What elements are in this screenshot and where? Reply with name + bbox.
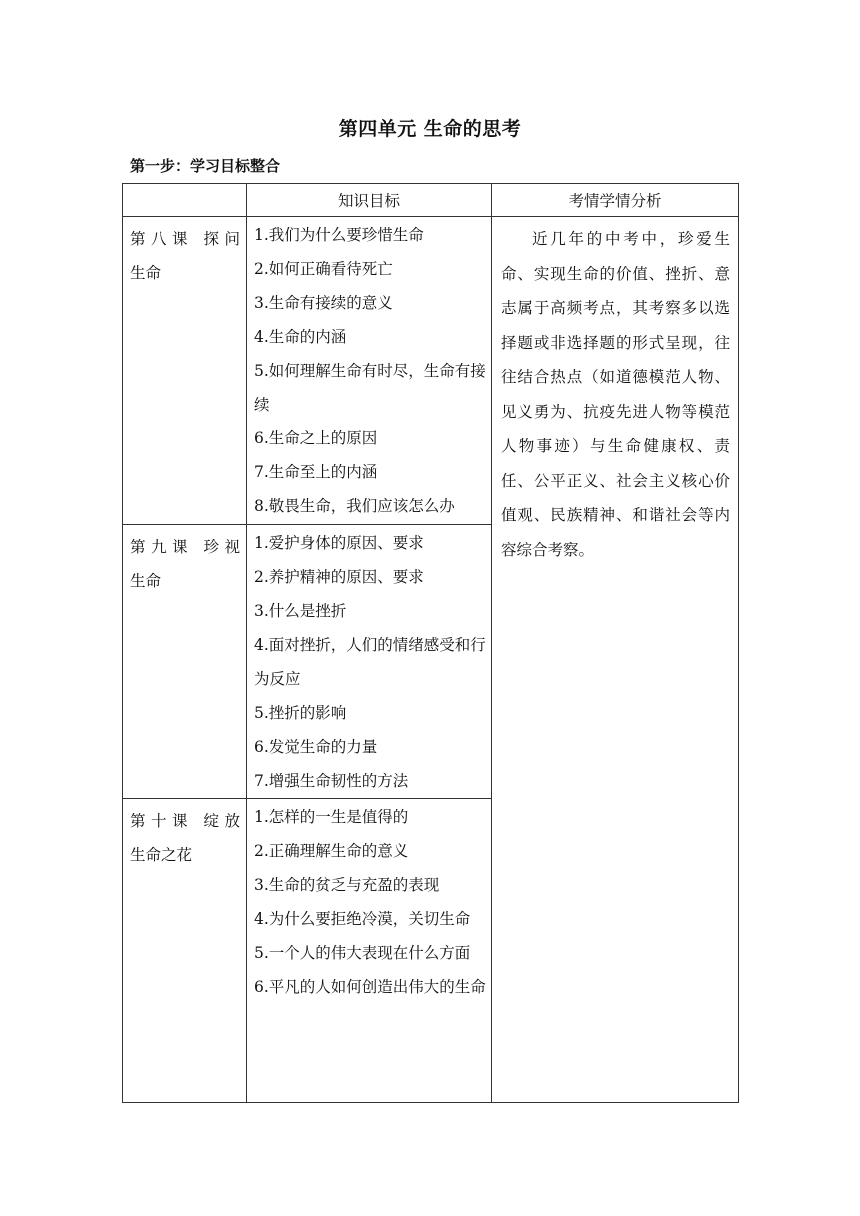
header-cell-blank [123, 184, 247, 217]
goal-item: 4.生命的内涵 [254, 327, 347, 346]
goal-item: 4.面对挫折，人们的情绪感受和行为反应 [254, 635, 486, 688]
goal-item: 5.挫折的影响 [254, 703, 347, 722]
lesson-name: 第九课 珍视 [130, 538, 240, 557]
section-heading: 第一步：学习目标整合 [130, 157, 281, 175]
goal-item: 1.爱护身体的原因、要求 [254, 534, 424, 553]
lesson-cell [123, 525, 247, 799]
lesson-name-cont: 生命 [130, 264, 162, 282]
lesson-name: 第十课 绽放 [130, 812, 240, 831]
table-header-row [123, 184, 739, 217]
goal-item: 3.生命有接续的意义 [254, 293, 393, 312]
goal-item: 5.如何理解生命有时尽，生命有接续 [254, 361, 486, 414]
goal-item: 6.平凡的人如何创造出伟大的生命 [254, 977, 486, 996]
goal-item: 2.正确理解生命的意义 [254, 842, 409, 861]
analysis-cell [492, 217, 739, 1103]
goal-item: 3.什么是挫折 [254, 601, 347, 620]
exam-analysis-text: 近几年的中考中，珍爱生命、实现生命的价值、挫折、意志属于高频考点，其考察多以选择题或非选择题的形式呈现，往往结合热点（如道德模范人物、见义勇为、抗疫先进人物等模范人物事迹）与生命健康权、责任、公平正义、社会主义核心价值观、民族精神、和谐社会等内容综合考察。 [501, 230, 730, 559]
goal-item: 7.生命至上的内涵 [254, 463, 378, 482]
lesson-cell [123, 217, 247, 525]
goal-item: 1.怎样的一生是值得的 [254, 808, 409, 827]
goals-cell [247, 217, 492, 525]
goal-item: 2.如何正确看待死亡 [254, 259, 393, 278]
goal-item: 2.养护精神的原因、要求 [254, 568, 424, 587]
lesson-cell [123, 799, 247, 1103]
goal-item: 8.敬畏生命，我们应该怎么办 [254, 497, 455, 516]
learning-goals-table [122, 183, 739, 1103]
table-row [123, 217, 739, 525]
goal-item: 6.发觉生命的力量 [254, 737, 378, 756]
goal-item: 5.一个人的伟大表现在什么方面 [254, 944, 471, 963]
goal-item: 1.我们为什么要珍惜生命 [254, 226, 424, 244]
goal-item: 6.生命之上的原因 [254, 429, 378, 448]
goals-cell [247, 799, 492, 1103]
lesson-name: 第八课 探问 [130, 230, 240, 248]
header-knowledge-goals: 知识目标 [247, 184, 492, 217]
goal-item: 3.生命的贫乏与充盈的表现 [254, 876, 440, 895]
header-exam-analysis: 考情学情分析 [492, 184, 739, 217]
goals-cell [247, 525, 492, 799]
goal-item: 4.为什么要拒绝冷漠，关切生命 [254, 910, 471, 929]
lesson-name-cont: 生命之花 [130, 846, 193, 865]
goal-item: 7.增强生命韧性的方法 [254, 771, 409, 790]
lesson-name-cont: 生命 [130, 572, 162, 591]
document-title: 第四单元 生命的思考 [338, 118, 522, 140]
